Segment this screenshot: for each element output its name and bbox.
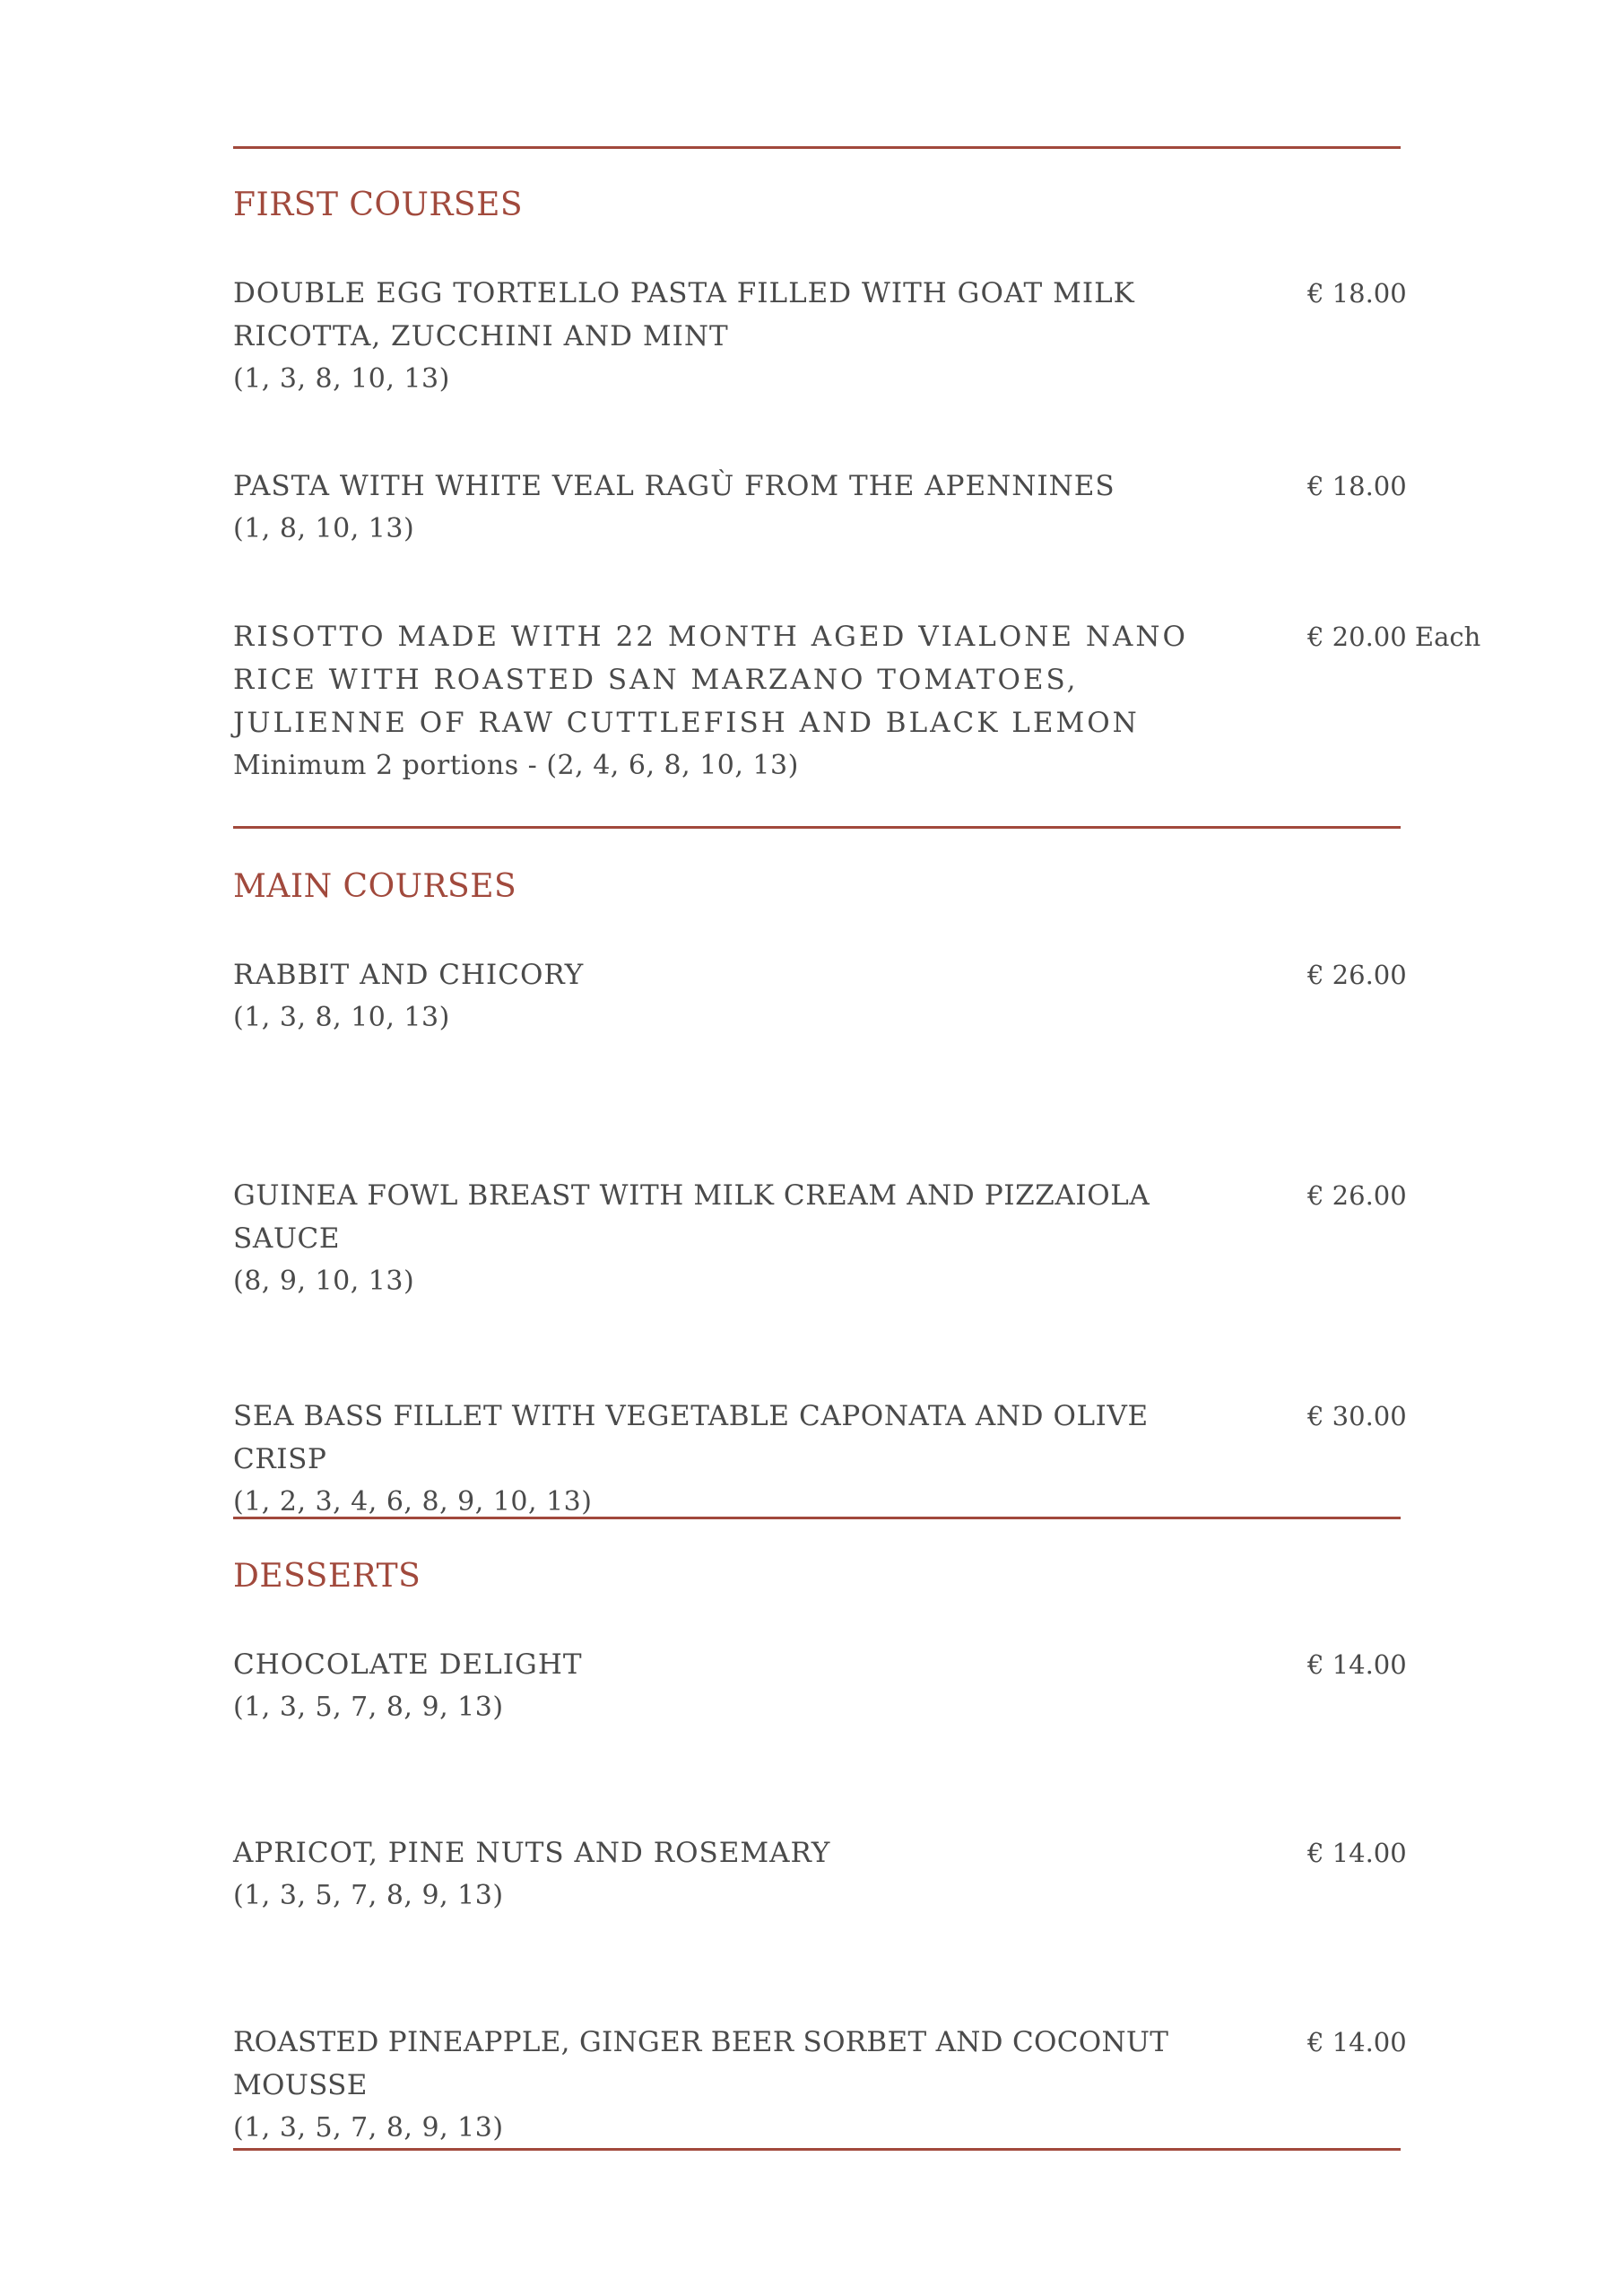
item-name: RISOTTO MADE WITH 22 MONTH AGED VIALONE NANO RICE WITH ROASTED SAN MARZANO TOMATOES, JULIENNE OF RAW CUTTLEFISH AND BLACK LEMON (233, 621, 1188, 739)
item-name: ROASTED PINEAPPLE, GINGER BEER SORBET AND COCONUT MOUSSE (233, 2026, 1169, 2101)
menu-item-tortello (233, 272, 1453, 401)
section-divider-first-main (233, 826, 1401, 829)
item-name: RABBIT AND CHICORY (233, 959, 585, 991)
item-price: € 26.00 (1307, 1180, 1407, 1211)
menu-item-risotto (233, 615, 1481, 787)
item-allergens: (1, 3, 8, 10, 13) (233, 363, 450, 395)
menu-item-veal-ragu (233, 465, 1453, 551)
item-price: € 14.00 (1307, 1649, 1407, 1680)
item-price: € 18.00 (1307, 471, 1407, 501)
menu-item-rabbit (233, 953, 1453, 1039)
item-name: DOUBLE EGG TORTELLO PASTA FILLED WITH GOAT MILK RICOTTA, ZUCCHINI AND MINT (233, 277, 1135, 352)
menu-item-chocolate-delight (233, 1643, 1453, 1729)
menu-item-guinea-fowl (233, 1174, 1453, 1303)
item-name: GUINEA FOWL BREAST WITH MILK CREAM AND PIZZAIOLA SAUCE (233, 1179, 1150, 1255)
item-allergens: (1, 3, 8, 10, 13) (233, 1002, 450, 1033)
item-allergens: Minimum 2 portions - (2, 4, 6, 8, 10, 13) (233, 750, 799, 781)
item-price: € 18.00 (1307, 278, 1407, 309)
section-title-main-courses: MAIN COURSES (233, 868, 517, 905)
menu-item-apricot (233, 1831, 1453, 1918)
item-price: € 20.00 Each (1307, 622, 1481, 652)
item-name: PASTA WITH WHITE VEAL RAGÙ FROM THE APENNINES (233, 470, 1115, 502)
item-name: APRICOT, PINE NUTS AND ROSEMARY (233, 1837, 831, 1869)
item-price: € 14.00 (1307, 1838, 1407, 1868)
menu-item-sea-bass (233, 1395, 1453, 1524)
item-name: CHOCOLATE DELIGHT (233, 1648, 583, 1681)
menu-item-pineapple (233, 2021, 1453, 2150)
item-price: € 30.00 (1307, 1401, 1407, 1431)
item-allergens: (1, 2, 3, 4, 6, 8, 9, 10, 13) (233, 1486, 593, 1518)
section-title-first-courses: FIRST COURSES (233, 187, 524, 223)
item-allergens: (1, 3, 5, 7, 8, 9, 13) (233, 2112, 504, 2144)
item-price: € 26.00 (1307, 960, 1407, 990)
item-price: € 14.00 (1307, 2027, 1407, 2057)
section-divider-top (233, 146, 1401, 149)
item-allergens: (1, 3, 5, 7, 8, 9, 13) (233, 1880, 504, 1911)
section-title-desserts: DESSERTS (233, 1558, 421, 1595)
item-allergens: (1, 8, 10, 13) (233, 513, 415, 544)
item-allergens: (1, 3, 5, 7, 8, 9, 13) (233, 1692, 504, 1723)
item-allergens: (8, 9, 10, 13) (233, 1265, 415, 1297)
item-name: SEA BASS FILLET WITH VEGETABLE CAPONATA AND OLIVE CRISP (233, 1400, 1149, 1475)
